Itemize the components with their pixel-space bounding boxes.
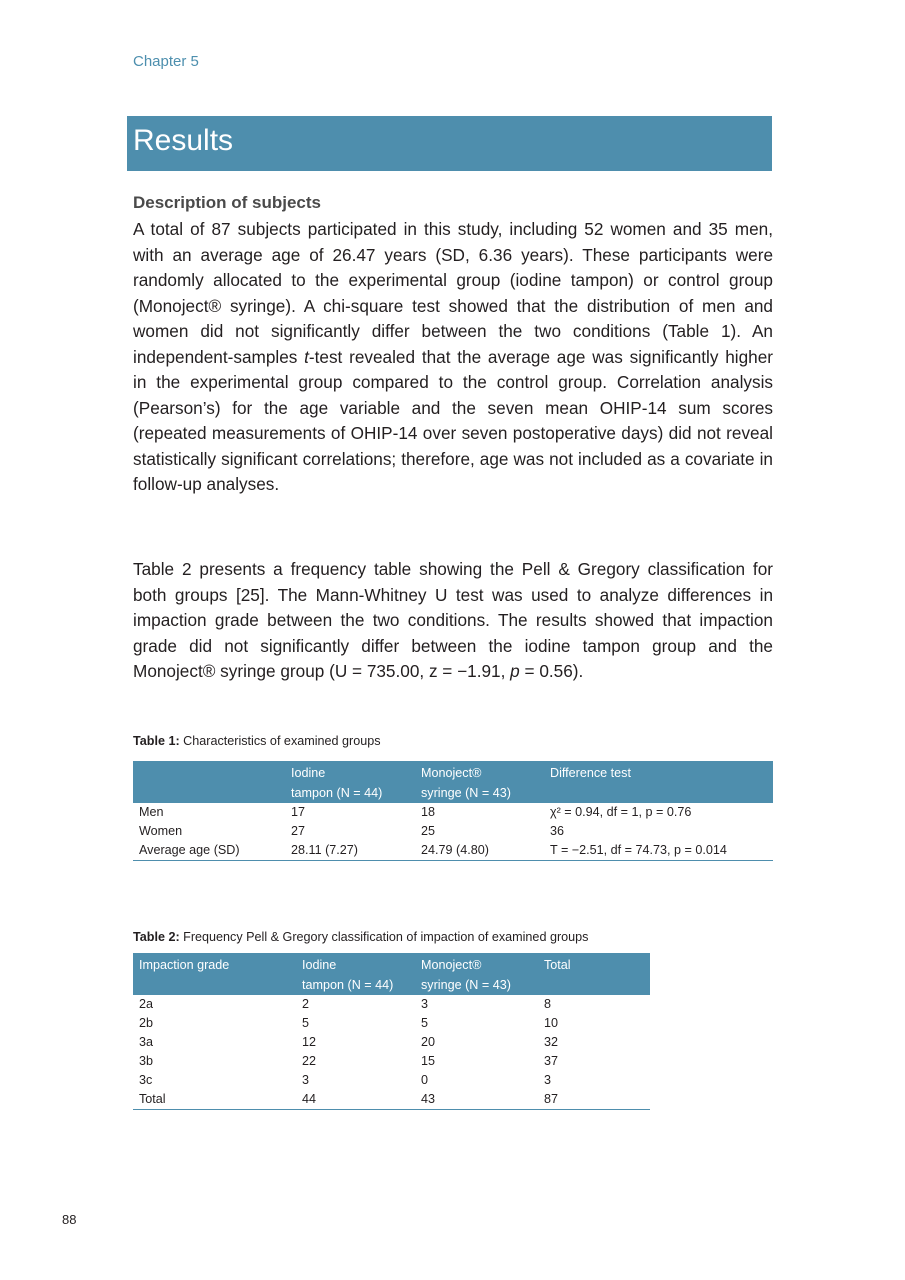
header-line: Iodine [291, 766, 326, 780]
table1-header-label [133, 761, 285, 803]
table1-header-row [133, 761, 773, 803]
table-cell: 18 [421, 805, 436, 819]
table-cell: Average age (SD) [133, 841, 285, 861]
table-row [133, 803, 773, 822]
table2-caption [133, 930, 588, 944]
section-title: Results [133, 124, 234, 157]
table-cell: 5 [421, 1016, 429, 1030]
header-line: tampon (N = 44) [291, 786, 383, 800]
table-cell: 10 [544, 1016, 559, 1030]
table-cell: 17 [291, 805, 306, 819]
header-line: Iodine [302, 958, 337, 972]
table-cell: 37 [544, 1054, 559, 1068]
header-line: Monoject® [421, 958, 482, 972]
paragraph-table2-summary [133, 557, 773, 685]
table2-header-grade: Impaction grade [133, 953, 296, 995]
table-cell: 15 [421, 1054, 436, 1068]
table-cell: Men [139, 805, 164, 819]
table-row [133, 1090, 650, 1110]
table2-header-row [133, 953, 650, 995]
table-cell: 3 [302, 1073, 310, 1087]
table-row [133, 1052, 650, 1071]
table-cell: 2b [139, 1016, 154, 1030]
table-cell: 28.11 (7.27) [285, 841, 415, 861]
table-row [133, 1033, 650, 1052]
table-cell: 25 [421, 824, 436, 838]
table2-caption-label: Table 2: [133, 930, 180, 944]
table-cell: 3 [421, 997, 429, 1011]
paragraph-description [133, 217, 773, 498]
table1-header-difference: Difference test [544, 761, 773, 803]
table-cell: 43 [415, 1090, 538, 1110]
table-cell: T = −2.51, df = 74.73, p = 0.014 [544, 841, 773, 861]
table2-caption-text: Frequency Pell & Gregory classification of impaction of examined groups [179, 930, 589, 944]
paragraph-text: = 0.56). [519, 661, 584, 681]
table-row [133, 1071, 650, 1090]
table-cell: 32 [544, 1035, 559, 1049]
table-cell: χ² = 0.94, df = 1, p = 0.76 [550, 805, 692, 819]
table1-caption-label: Table 1: [133, 734, 180, 748]
subheading: Description of subjects [133, 193, 321, 212]
table-cell: 27 [291, 824, 306, 838]
table-row [133, 1014, 650, 1033]
table-cell: 87 [538, 1090, 650, 1110]
table-cell: 5 [302, 1016, 310, 1030]
page-number: 88 [62, 1212, 77, 1227]
table-row [133, 841, 773, 861]
table-cell: 3a [139, 1035, 154, 1049]
paragraph-text: A total of 87 subjects participated in this study, including 52 women and 35 men, with an average age of 26.47 years (SD, 6.36 years). These participants were randomly allocated to the experimental group (iodine tampon) or control group (Monoject® syringe). A chi-square test showed that the distribution of men and women did not significantly differ between the two conditions (Table 1). An independent-samples [133, 219, 773, 367]
table-row [133, 995, 650, 1014]
header-line: syringe (N = 43) [421, 978, 511, 992]
table-cell: 44 [296, 1090, 415, 1110]
table1-header-monoject [415, 761, 544, 803]
paragraph-text: -test revealed that the average age was significantly higher in the experimental group compared to the control group. Correlation analysis (Pearson’s) for the age variable and the seven mean OHIP-14 sum scores (repeated measurements of OHIP-14 over seven postoperative days) did not reveal statistically significant correlations; therefore, age was not included as a covariate in follow-up analyses. [133, 346, 773, 494]
table-cell: 20 [421, 1035, 436, 1049]
header-line: syringe (N = 43) [421, 786, 511, 800]
table-cell: 36 [550, 824, 565, 838]
italic-t: t [304, 346, 309, 367]
table-row [133, 822, 773, 841]
header-line: Monoject® [421, 766, 482, 780]
section-title-bar [127, 116, 772, 171]
table-cell: 3 [544, 1073, 552, 1087]
table-cell: 12 [302, 1035, 317, 1049]
table-cell: Women [139, 824, 183, 838]
header-line: tampon (N = 44) [302, 978, 394, 992]
table-cell: 0 [421, 1073, 429, 1087]
table-cell: Total [133, 1090, 296, 1110]
table2-header-total: Total [538, 953, 650, 995]
paragraph-text: Table 2 presents a frequency table showing the Pell & Gregory classification for both groups [25]. The Mann-Whitney U test was used to analyze differences in impaction grade between the two conditions. The results showed that impaction grade did not significantly differ between the iodine tampon group and the Monoject® syringe group (U = 735.00, z = −1.91, [133, 559, 773, 681]
italic-p: p [510, 661, 520, 681]
table2 [133, 953, 650, 1110]
table-cell: 2a [139, 997, 154, 1011]
table2-header-iodine [296, 953, 415, 995]
table1-caption [133, 734, 381, 748]
table1-caption-text: Characteristics of examined groups [179, 734, 381, 748]
table1-header-iodine [285, 761, 415, 803]
table1 [133, 761, 773, 861]
table-cell: 3b [139, 1054, 154, 1068]
table-cell: 24.79 (4.80) [415, 841, 544, 861]
table-cell: 22 [302, 1054, 317, 1068]
chapter-label: Chapter 5 [133, 53, 199, 70]
table2-header-monoject [415, 953, 538, 995]
table-cell: 3c [139, 1073, 153, 1087]
table-cell: 8 [544, 997, 552, 1011]
table-cell: 2 [302, 997, 310, 1011]
